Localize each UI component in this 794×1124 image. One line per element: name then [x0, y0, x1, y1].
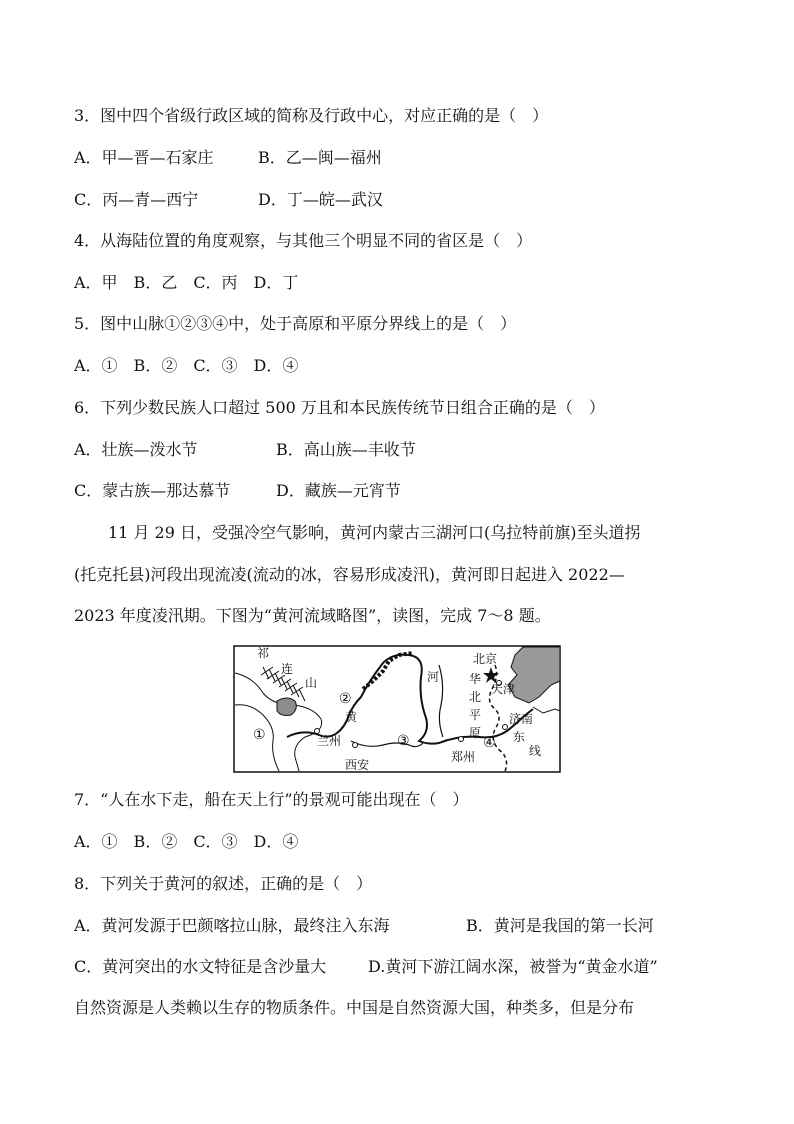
q3-option-d[interactable]: D．丁—皖—武汉: [258, 190, 383, 209]
zhengzhou-dot: [459, 737, 464, 742]
label-he: 河: [427, 670, 440, 684]
q8-option-b[interactable]: B．黄河是我国的第一长河: [466, 916, 654, 935]
marker-3: ③: [397, 733, 410, 749]
label-lanzhou: 兰州: [317, 734, 342, 748]
q6-option-a[interactable]: A．壮族—泼水节: [74, 440, 198, 459]
lanzhou-dot: [315, 729, 320, 734]
q3-option-b[interactable]: B．乙—闽—福州: [258, 148, 382, 167]
q5-stem: 5．图中山脉①②③④中，处于高原和平原分界线上的是（ ）: [74, 314, 517, 333]
q8-option-d[interactable]: D.黄河下游江阔水深，被誉为“黄金水道”: [368, 957, 658, 976]
q3-stem: 3．图中四个省级行政区域的简称及行政中心，对应正确的是（ ）: [74, 106, 549, 125]
q8-stem: 8．下列关于黄河的叙述，正确的是（ ）: [74, 874, 373, 893]
xian-dot: [353, 743, 358, 748]
q3-option-c[interactable]: C．丙—青—西宁: [74, 190, 199, 209]
q4-options[interactable]: A．甲 B．乙 C．丙 D．丁: [74, 273, 299, 292]
q6-option-b[interactable]: B．高山族—丰收节: [276, 440, 416, 459]
marker-2: ②: [339, 691, 352, 707]
q6-option-c[interactable]: C．蒙古族—那达慕节: [74, 481, 231, 500]
next-passage-line-1: 自然资源是人类赖以生存的物质条件。中国是自然资源大国，种类多，但是分布: [74, 998, 635, 1017]
label-lian: 连: [281, 662, 294, 676]
q7-stem: 7．“人在水下走，船在天上行”的景观可能出现在（ ）: [74, 790, 469, 809]
label-beijing: 北京: [473, 652, 498, 666]
q8-option-a[interactable]: A．黄河发源于巴颜喀拉山脉，最终注入东海: [74, 916, 390, 935]
q8-options-row2: [74, 957, 658, 977]
qinghai-lake: [277, 698, 296, 716]
jinan-dot: [503, 725, 508, 730]
q3-options-row2: [74, 190, 383, 210]
q8-option-c[interactable]: C．黄河突出的水文特征是含沙量大: [74, 957, 327, 976]
label-dong: 东: [513, 730, 526, 744]
label-bei: 北: [469, 690, 482, 704]
q6-options-row2: [74, 481, 401, 501]
q7-options[interactable]: A．① B．② C．③ D．④: [74, 832, 299, 851]
passage-line-1: 11 月 29 日，受强冷空气影响，黄河内蒙古三湖河口(乌拉特前旗)至头道拐: [108, 523, 641, 542]
passage-line-3: 2023 年度凌汛期。下图为“黄河流域略图”，读图，完成 7～8 题。: [74, 606, 551, 625]
label-yuan: 原: [469, 726, 482, 740]
label-hua: 华: [469, 672, 482, 686]
label-xian-line: 线: [529, 744, 542, 758]
q3-options-row1: [74, 148, 382, 168]
q3-option-a[interactable]: A．甲—晋—石家庄: [74, 148, 214, 167]
label-ping: 平: [469, 708, 482, 722]
yellow-river-map-svg: [233, 645, 561, 773]
q5-options[interactable]: A．① B．② C．③ D．④: [74, 356, 299, 375]
q6-options-row1: [74, 440, 416, 460]
passage-line-2: (托克托县)河段出现流凌(流动的冰，容易形成凌汛)，黄河即日起进入 2022—: [74, 565, 625, 584]
label-huang: 黄: [345, 710, 358, 724]
q4-stem: 4．从海陆位置的角度观察，与其他三个明显不同的省区是（ ）: [74, 231, 533, 250]
label-xian: 西安: [345, 758, 370, 772]
q6-stem: 6．下列少数民族人口超过 500 万且和本民族传统节日组合正确的是（ ）: [74, 398, 605, 417]
q8-options-row1: [74, 916, 654, 936]
label-tianjin: 天津: [491, 682, 516, 696]
label-jinan: 济南: [509, 712, 534, 726]
label-qi: 祁: [257, 646, 270, 660]
yellow-river-map: [233, 645, 561, 773]
marker-1: ①: [253, 727, 266, 743]
q6-option-d[interactable]: D．藏族—元宵节: [276, 481, 401, 500]
marker-4: ④: [483, 735, 496, 751]
label-shan: 山: [305, 676, 318, 690]
label-zhengzhou: 郑州: [451, 750, 476, 764]
